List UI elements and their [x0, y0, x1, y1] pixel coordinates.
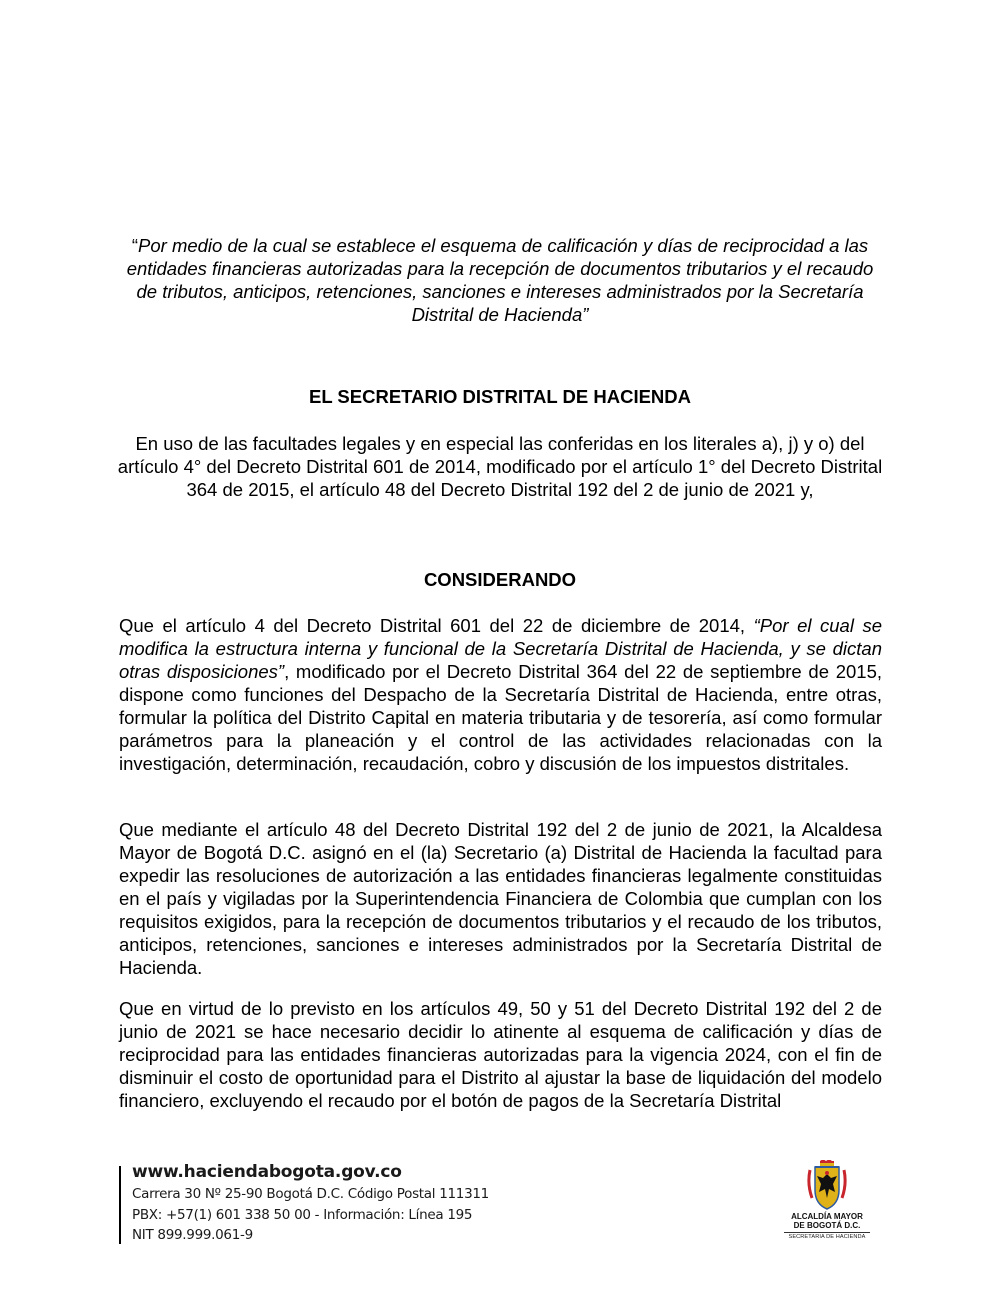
authority-text: En uso de las facultades legales y en especial las conferidas en los literales a), j) y o) del artículo 4° del Decreto Distrital 601 de 2014, modificado por el artículo 1° del Decreto Distrital 364 de 2015, el artículo 48 del Decreto Distrital 192 del 2 de junio de 2021 y, [117, 433, 883, 500]
logo-line-3: SECRETARIA DE HACIENDA [788, 1234, 866, 1240]
footer-address: Carrera 30 Nº 25-90 Bogotá D.C. Código Postal 111311 [132, 1186, 489, 1202]
paragraph-1-end: , modificado por el Decreto Distrital 364 del 22 de septiembre de 2015, dispone como funciones del Despacho de la Secretaría Distrital de Hacienda, entre otras, formular la política del Distrito Capital en materia tributaria y de tesorería, así como formular parámetros para la planeación y el control de las actividades relacionadas con la investigación, determinación, recaudación, cobro y discusión de los impuestos distritales. [119, 661, 882, 774]
paragraph-1 [119, 614, 882, 775]
authority-heading: EL SECRETARIO DISTRITAL DE HACIENDA [308, 386, 691, 407]
footer-divider [119, 1166, 121, 1244]
paragraph-2: Que mediante el artículo 48 del Decreto Distrital 192 del 2 de junio de 2021, la Alcaldesa Mayor de Bogotá D.C. asignó en el (la) Secretario (a) Distrital de Hacienda la facultad para expedir las resoluciones de autorización a las entidades financieras legalmente constituidas en el país y vigiladas por la Superintendencia Financiera de Colombia que cumplan con los requisitos exigidos, para la recepción de documentos tributarios y el recaudo de los tributos, anticipos, retenciones, sanciones e intereses administrados por la Secretaría Distrital de Hacienda. [119, 819, 882, 978]
paragraph-3: Que en virtud de lo previsto en los artículos 49, 50 y 51 del Decreto Distrital 192 del 2 de junio de 2021 se hace necesario decidir lo atinente al esquema de calificación y días de reciprocidad para las entidades financieras autorizadas para la vigencia 2024, con el fin de disminuir el costo de oportunidad para el Distrito al ajustar la base de liquidación del modelo financiero, excluyendo el recaudo por el botón de pagos de la Secretaría Distrital [119, 998, 882, 1111]
resolution-title [115, 234, 885, 326]
footer-contact [132, 1160, 489, 1246]
footer-nit: NIT 899.999.061-9 [132, 1227, 253, 1243]
paragraph-1-start: Que el artículo 4 del Decreto Distrital 601 del 22 de diciembre de 2014, [119, 615, 754, 636]
footer-website[interactable]: www.haciendabogota.gov.co [132, 1162, 402, 1182]
logo-line-2: DE BOGOTÁ D.C. [793, 1221, 861, 1230]
alcaldia-logo [780, 1160, 874, 1250]
logo-line-1: ALCALDÍA MAYOR [791, 1212, 863, 1221]
paragraph-1-italic: “Por el cual se modifica la estructura interna y funcional de la Secretaría Distrital de Hacienda, y se dictan otras disposiciones” [119, 615, 882, 682]
footer-phone: PBX: +57(1) 601 338 50 00 - Información: Línea 195 [132, 1206, 473, 1223]
bogota-coat-of-arms-icon [806, 1160, 848, 1212]
logo-divider [784, 1232, 870, 1233]
considerando-heading: CONSIDERANDO [423, 569, 577, 590]
title-open-quote: “ [131, 235, 139, 256]
title-italic-text: Por medio de la cual se establece el esquema de calificación y días de reciprocidad a las entidades financieras autorizadas para la recepción de documentos tributarios y el recaudo de tributos, anticipos, retenciones, sanciones e intereses administrados por la Secretaría Distrital de Hacienda” [126, 235, 874, 325]
